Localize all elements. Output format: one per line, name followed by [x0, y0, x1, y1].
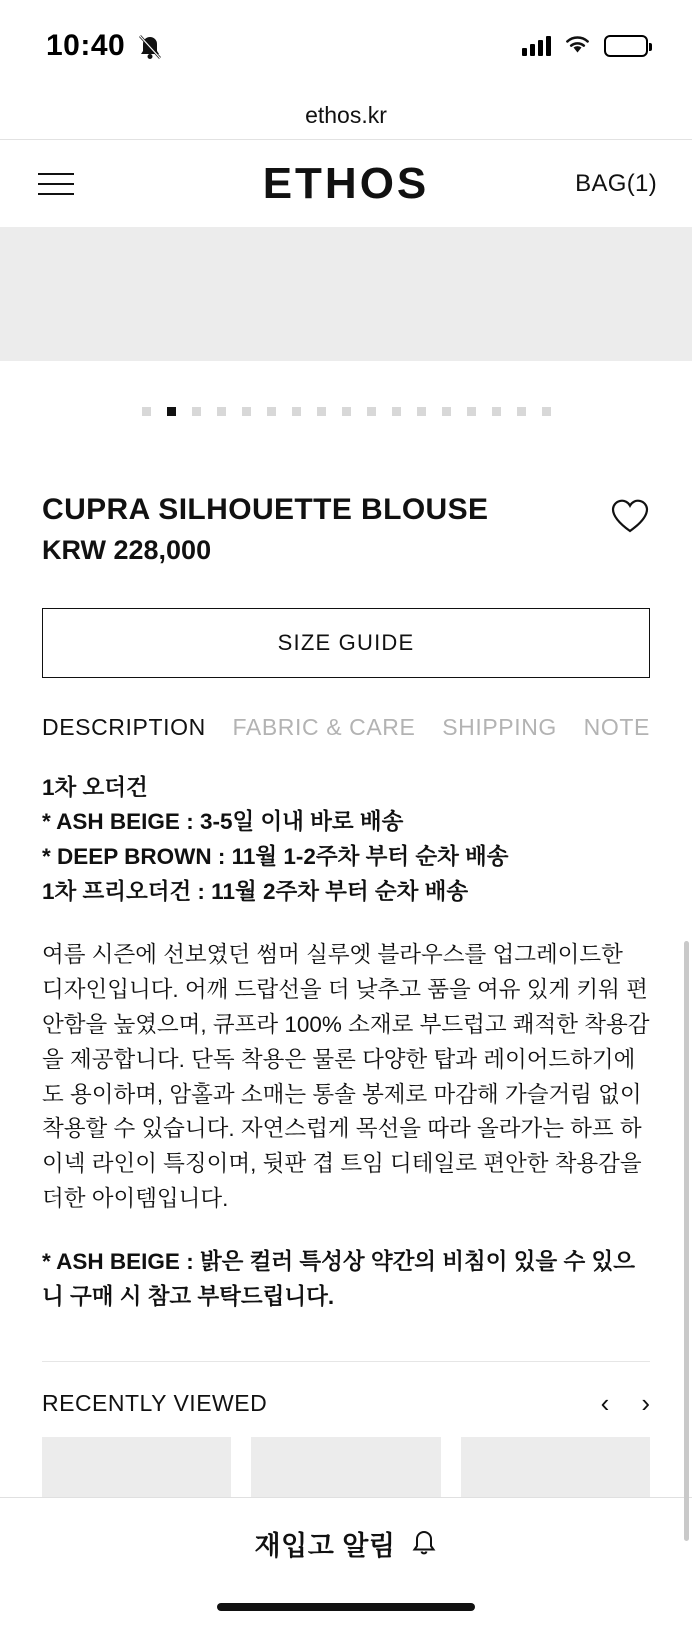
chevron-left-icon[interactable]: ‹	[600, 1387, 610, 1418]
restock-notify-label: 재입고 알림	[254, 1530, 396, 1561]
home-indicator-area	[0, 1589, 692, 1625]
site-header	[0, 140, 692, 227]
tab-shipping[interactable]: SHIPPING	[442, 713, 557, 740]
recently-viewed-header	[42, 1388, 650, 1419]
tab-description[interactable]: DESCRIPTION	[42, 713, 206, 740]
description-line-4: 1차 프리오더건 : 11월 2주차 부터 순차 배송	[42, 879, 469, 905]
brand-logo: ETHOS	[262, 158, 430, 208]
list-item[interactable]	[42, 1437, 231, 1497]
browser-url-bar[interactable]	[0, 92, 692, 140]
list-item[interactable]	[251, 1437, 440, 1497]
gallery-dot-active[interactable]	[167, 407, 176, 416]
description-line-3: * DEEP BROWN : 11월 1-2주차 부터 순차 배송	[42, 844, 509, 870]
bag-link[interactable]: BAG(1)	[575, 169, 657, 197]
gallery-dot[interactable]	[367, 407, 376, 416]
recently-viewed-list	[42, 1437, 650, 1497]
bell-muted-icon	[137, 32, 163, 60]
gallery-dot[interactable]	[492, 407, 501, 416]
gallery-dot[interactable]	[417, 407, 426, 416]
product-title-row	[42, 461, 650, 566]
gallery-dot[interactable]	[342, 407, 351, 416]
page-scrollbar[interactable]	[684, 941, 689, 1541]
battery-full-icon	[604, 35, 648, 57]
product-image-gallery[interactable]	[0, 227, 692, 361]
home-indicator[interactable]	[217, 1603, 475, 1611]
gallery-dot[interactable]	[242, 407, 251, 416]
recently-viewed-controls	[601, 1388, 650, 1419]
gallery-dot[interactable]	[217, 407, 226, 416]
status-time: 10:40	[46, 29, 126, 62]
status-bar-left	[46, 29, 163, 63]
recently-viewed-title: RECENTLY VIEWED	[42, 1389, 268, 1416]
gallery-dot[interactable]	[292, 407, 301, 416]
gallery-dot[interactable]	[542, 407, 551, 416]
restock-notify-button[interactable]	[0, 1497, 692, 1589]
tab-note[interactable]: NOTE	[583, 713, 650, 740]
status-bar-right	[522, 34, 648, 59]
tab-fabric-care[interactable]: FABRIC & CARE	[232, 713, 416, 740]
gallery-dot[interactable]	[317, 407, 326, 416]
cellular-signal-icon	[522, 36, 551, 56]
page-title: CUPRA SILHOUETTE BLOUSE	[42, 493, 489, 526]
wifi-icon	[564, 34, 591, 59]
bell-icon	[411, 1527, 437, 1560]
product-price: KRW 228,000	[42, 534, 212, 565]
gallery-dot[interactable]	[142, 407, 151, 416]
gallery-dot[interactable]	[267, 407, 276, 416]
description-color-note: * ASH BEIGE : 밝은 컬러 특성상 약간의 비침이 있을 수 있으니 구매 시 참고 부탁드립니다.	[42, 1249, 635, 1309]
gallery-dot[interactable]	[192, 407, 201, 416]
description-paragraph: 여름 시즌에 선보였던 썸머 실루엣 블라우스를 업그레이드한 디자인입니다. 어깨 드랍선을 더 낮추고 품을 여유 있게 키워 편안함을 높였으며, 큐프라 100% 소재로 부드럽고 쾌적한 착용감을 제공합니다. 단독 착용은 물론 다양한 탑과 레이어드하기에도 용이하며, 암홀과 소매는 통솔 봉제로 마감해 가슬거림 없이 착용할 수 있습니다. 자연스럽게 목선을 따라 올라가는 하프 하이넥 라인이 특징이며, 뒷판 겹 트임 디테일로 편안한 착용감을 더한 아이템입니다.	[42, 942, 650, 1212]
gallery-pagination-dots[interactable]	[0, 361, 692, 461]
chevron-right-icon[interactable]: ›	[641, 1387, 650, 1418]
gallery-dot[interactable]	[467, 407, 476, 416]
url-text: ethos.kr	[305, 102, 387, 128]
product-tabs	[42, 714, 650, 741]
description-line-1: 1차 오더건	[42, 774, 148, 800]
product-detail	[0, 461, 692, 1497]
hamburger-menu-icon[interactable]	[38, 173, 74, 195]
heart-outline-icon[interactable]	[610, 497, 650, 537]
list-item[interactable]	[461, 1437, 650, 1497]
recently-viewed-section	[42, 1361, 650, 1497]
status-bar	[0, 0, 692, 92]
product-heading	[42, 491, 488, 566]
description-body	[42, 771, 650, 1315]
size-guide-button[interactable]: SIZE GUIDE	[42, 608, 650, 678]
gallery-dot[interactable]	[392, 407, 401, 416]
description-line-2: * ASH BEIGE : 3-5일 이내 바로 배송	[42, 809, 404, 835]
gallery-dot[interactable]	[517, 407, 526, 416]
gallery-dot[interactable]	[442, 407, 451, 416]
